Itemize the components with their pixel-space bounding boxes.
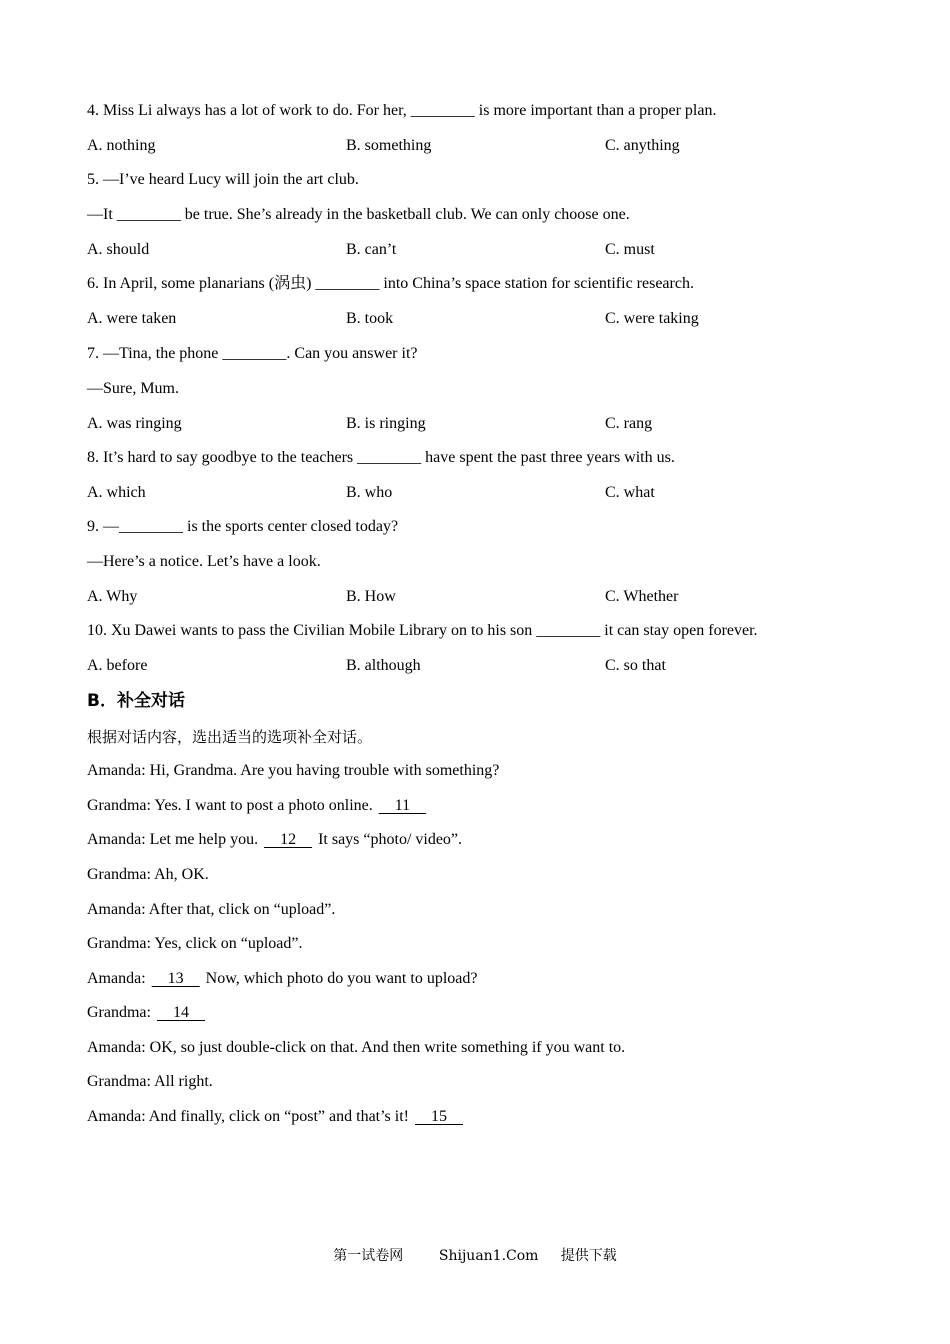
footer-site-cn: 第一试卷网 bbox=[333, 1248, 404, 1264]
answer-blank-12[interactable]: 12 bbox=[264, 831, 313, 848]
dialogue-line bbox=[87, 865, 209, 885]
question-7-reply: —Sure, Mum. bbox=[87, 380, 179, 397]
question-5-options bbox=[87, 240, 867, 260]
footer-site-en[interactable]: Shijuan1.Com bbox=[438, 1248, 539, 1264]
answer-blank-13[interactable]: 13 bbox=[151, 970, 200, 987]
dialogue-line bbox=[87, 796, 428, 816]
option-a: A. nothing bbox=[87, 137, 156, 154]
question-7-options bbox=[87, 414, 867, 434]
dialogue-text-after: Now, which photo do you want to upload? bbox=[201, 970, 478, 987]
answer-blank-14[interactable]: 14 bbox=[156, 1004, 205, 1021]
dialogue-line bbox=[87, 969, 477, 989]
question-10-options bbox=[87, 656, 867, 676]
option-c: C. must bbox=[605, 241, 655, 258]
option-b: B. can’t bbox=[346, 241, 397, 258]
answer-blank-11[interactable]: 11 bbox=[378, 797, 427, 814]
dialogue-text: Grandma: All right. bbox=[87, 1073, 213, 1090]
option-b: B. although bbox=[346, 657, 421, 674]
answer-blank-15[interactable]: 15 bbox=[415, 1108, 463, 1125]
dialogue-line bbox=[87, 934, 303, 954]
question-9-options bbox=[87, 587, 867, 607]
dialogue-line bbox=[87, 830, 462, 850]
question-5-stem: 5. —I’ve heard Lucy will join the art club. bbox=[87, 171, 359, 188]
section-b-heading: B．补全对话 bbox=[87, 691, 185, 711]
dialogue-text: Amanda: And finally, click on “post” and that’s it! bbox=[87, 1108, 413, 1125]
dialogue-line bbox=[87, 1107, 465, 1127]
option-c: C. what bbox=[605, 484, 655, 501]
question-9-stem: 9. —________ is the sports center closed today? bbox=[87, 518, 399, 535]
question-9-reply: —Here’s a notice. Let’s have a look. bbox=[87, 553, 321, 570]
option-c: C. rang bbox=[605, 415, 653, 432]
question-6-options bbox=[87, 309, 867, 329]
section-b-instruction: 根据对话内容，选出适当的选项补全对话。 bbox=[87, 728, 373, 746]
option-a: A. Why bbox=[87, 588, 138, 605]
option-b: B. How bbox=[346, 588, 396, 605]
footer-tagline: 提供下载 bbox=[560, 1248, 617, 1264]
question-4-stem: 4. Miss Li always has a lot of work to do. For her, ________ is more important than a proper plan. bbox=[87, 102, 717, 119]
dialogue-text: Amanda: Let me help you. bbox=[87, 831, 263, 848]
option-c: C. Whether bbox=[605, 588, 679, 605]
question-6-stem: 6. In April, some planarians (涡虫) ________ into China’s space station for scientific research. bbox=[87, 275, 694, 292]
question-4-options bbox=[87, 136, 867, 156]
dialogue-text: Amanda: bbox=[87, 970, 150, 987]
page-footer bbox=[0, 1247, 950, 1265]
option-c: C. were taking bbox=[605, 310, 699, 327]
dialogue-line bbox=[87, 1038, 625, 1058]
dialogue-text: Amanda: After that, click on “upload”. bbox=[87, 901, 336, 918]
dialogue-text-after: It says “photo/ video”. bbox=[314, 831, 463, 848]
dialogue-text: Grandma: bbox=[87, 1004, 155, 1021]
option-a: A. were taken bbox=[87, 310, 177, 327]
option-c: C. anything bbox=[605, 137, 680, 154]
dialogue-line bbox=[87, 1072, 213, 1092]
dialogue-text: Grandma: Yes. I want to post a photo online. bbox=[87, 797, 377, 814]
dialogue-text: Grandma: Ah, OK. bbox=[87, 866, 209, 883]
question-8-stem: 8. It’s hard to say goodbye to the teachers ________ have spent the past three years with us. bbox=[87, 449, 675, 466]
dialogue-text: Amanda: OK, so just double-click on that. And then write something if you want to. bbox=[87, 1039, 626, 1056]
option-b: B. took bbox=[346, 310, 394, 327]
dialogue-line bbox=[87, 761, 499, 781]
option-c: C. so that bbox=[605, 657, 666, 674]
dialogue-line bbox=[87, 1003, 207, 1023]
option-b: B. is ringing bbox=[346, 415, 426, 432]
dialogue-line bbox=[87, 900, 335, 920]
question-8-options bbox=[87, 483, 867, 503]
option-a: A. should bbox=[87, 241, 150, 258]
question-10-stem: 10. Xu Dawei wants to pass the Civilian Mobile Library on to his son ________ it can stay open forever. bbox=[87, 622, 758, 639]
option-a: A. was ringing bbox=[87, 415, 182, 432]
question-7-stem: 7. —Tina, the phone ________. Can you answer it? bbox=[87, 345, 418, 362]
option-b: B. who bbox=[346, 484, 393, 501]
option-a: A. which bbox=[87, 484, 146, 501]
dialogue-text: Amanda: Hi, Grandma. Are you having trouble with something? bbox=[87, 762, 500, 779]
option-b: B. something bbox=[346, 137, 432, 154]
option-a: A. before bbox=[87, 657, 148, 674]
dialogue-text: Grandma: Yes, click on “upload”. bbox=[87, 935, 303, 952]
question-5-reply: —It ________ be true. She’s already in the basketball club. We can only choose one. bbox=[87, 206, 630, 223]
